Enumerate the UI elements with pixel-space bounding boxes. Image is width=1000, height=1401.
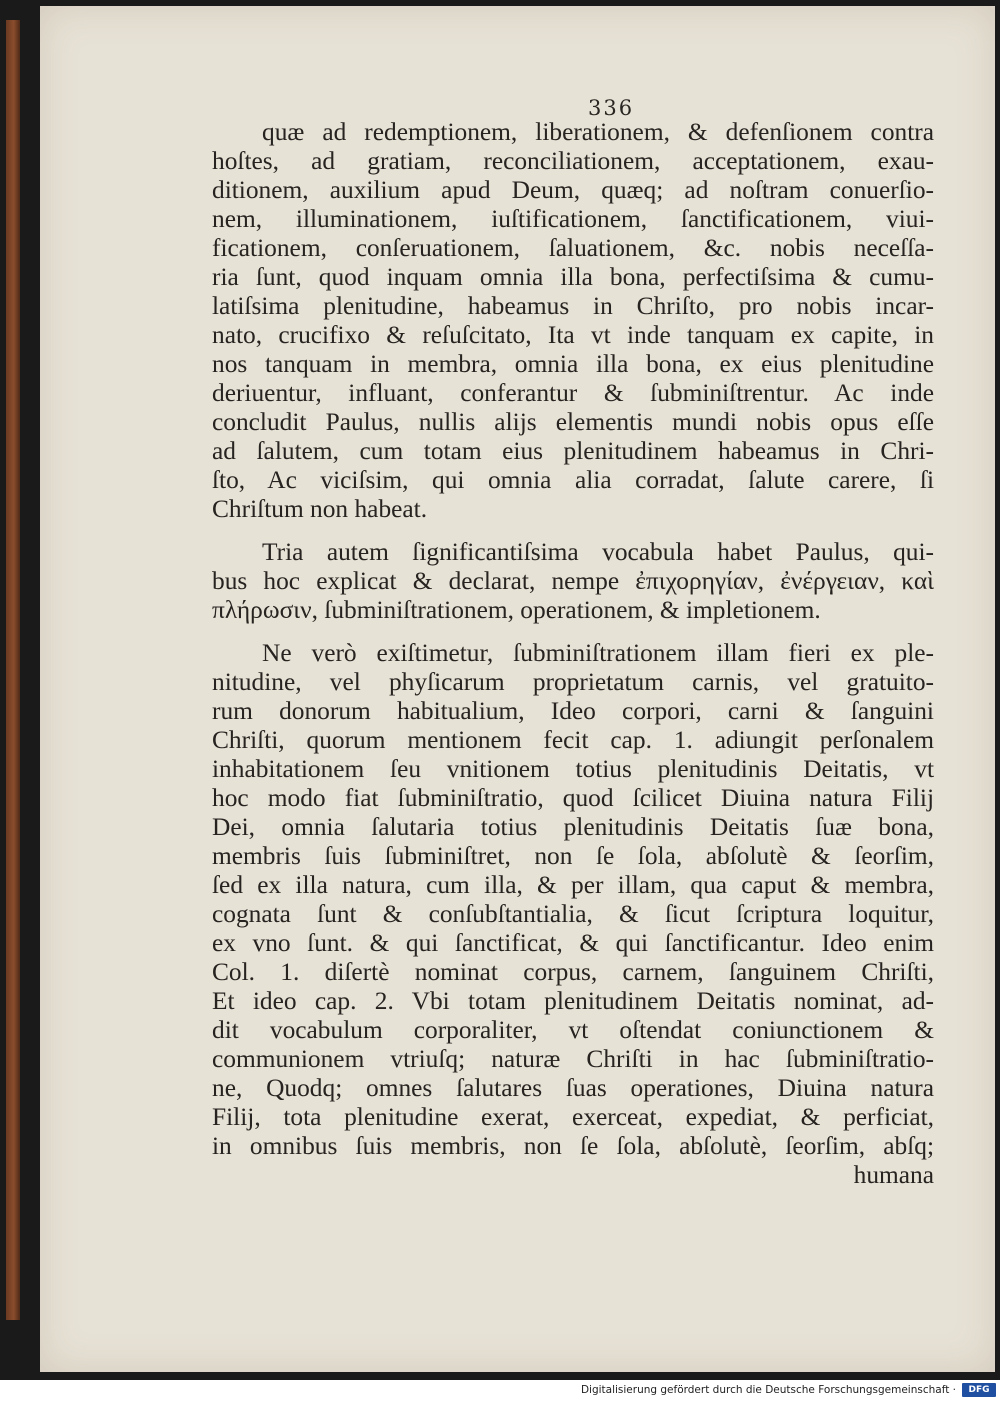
text-line: Filij, tota plenitudine exerat, exerceat, expediat, & perficiat, bbox=[212, 1103, 934, 1131]
text-line: ne, Quodq; omnes ſalutares ſuas operationes, Diuina natura bbox=[212, 1074, 934, 1102]
text-line: communionem vtriuſq; naturæ Chriſti in hac ſubminiſtratio- bbox=[212, 1045, 934, 1073]
text-line: ſed ex illa natura, cum illa, & per illam, qua caput & membra, bbox=[212, 871, 934, 899]
text-block bbox=[212, 118, 934, 1190]
text-line: ad ſalutem, cum totam eius plenitudinem habeamus in Chri- bbox=[212, 437, 934, 465]
text-line: membris ſuis ſubminiſtret, non ſe ſola, abſolutè & ſeorſim, bbox=[212, 842, 934, 870]
text-line: Chriſti, quorum mentionem fecit cap. 1. adiungit perſonalem bbox=[212, 726, 934, 754]
text-line: Ne verò exiſtimetur, ſubminiſtrationem illam fieri ex ple- bbox=[262, 639, 934, 667]
text-line: nato, crucifixo & reſuſcitato, Ita vt inde tanquam ex capite, in bbox=[212, 321, 934, 349]
text-line: Chriſtum non habeat. bbox=[212, 495, 428, 523]
dfg-logo-icon: DFG bbox=[962, 1383, 996, 1397]
text-line: Col. 1. diſertè nominat corpus, carnem, ſanguinem Chriſti, bbox=[212, 958, 934, 986]
text-line: nos tanquam in membra, omnia illa bona, ex eius plenitudine bbox=[212, 350, 934, 378]
text-line: ex vno ſunt. & qui ſanctificat, & qui ſanctificantur. Ideo enim bbox=[212, 929, 934, 957]
text-line: bus hoc explicat & declarat, nempe ἐπιχορηγίαν, ἐνέργειαν, καὶ bbox=[212, 567, 934, 595]
text-line: Tria autem ſignificantiſsima vocabula habet Paulus, qui- bbox=[262, 538, 934, 566]
paragraph-1 bbox=[212, 118, 934, 524]
text-line: dit vocabulum corporaliter, vt oſtendat coniunctionem & bbox=[212, 1016, 934, 1044]
text-line: in omnibus ſuis membris, non ſe ſola, abſolutè, ſeorſim, abſq; bbox=[212, 1132, 934, 1160]
text-line: Dei, omnia ſalutaria totius plenitudinis Deitatis ſuæ bona, bbox=[212, 813, 934, 841]
text-line: nem, illuminationem, iuſtificationem, ſanctificationem, viui- bbox=[212, 205, 934, 233]
text-line: deriuentur, influant, conferantur & ſubminiſtrentur. Ac inde bbox=[212, 379, 934, 407]
text-line: concludit Paulus, nullis alijs elementis mundi nobis opus eſſe bbox=[212, 408, 934, 436]
text-line: hoſtes, ad gratiam, reconciliationem, acceptationem, exau- bbox=[212, 147, 934, 175]
text-line: ſto, Ac viciſsim, qui omnia alia corradat, ſalute carere, ſi bbox=[212, 466, 934, 494]
page-number: 336 bbox=[588, 96, 635, 120]
text-line: hoc modo fiat ſubminiſtratio, quod ſcilicet Diuina natura Filij bbox=[212, 784, 934, 812]
text-line: πλήρωσιν, ſubminiſtrationem, operationem, & impletionem. bbox=[212, 596, 821, 624]
text-line: ditionem, auxilium apud Deum, quæq; ad noſtram conuerſio- bbox=[212, 176, 934, 204]
text-line: inhabitationem ſeu vnitionem totius plenitudinis Deitatis, vt bbox=[212, 755, 934, 783]
book-edge bbox=[6, 20, 20, 1320]
text-line: rum donorum habitualium, Ideo corpori, carni & ſanguini bbox=[212, 697, 934, 725]
text-line: cognata ſunt & conſubſtantialia, & ſicut ſcriptura loquitur, bbox=[212, 900, 934, 928]
catchword: humana bbox=[853, 1161, 934, 1189]
paragraph-3 bbox=[212, 639, 934, 1161]
footer-credit: Digitalisierung gefördert durch die Deutsche Forschungsgemeinschaft · bbox=[580, 1384, 956, 1396]
paragraph-2 bbox=[212, 538, 934, 625]
text-line: ficationem, conſeruationem, ſaluationem, &c. nobis neceſſa- bbox=[212, 234, 934, 262]
text-line: nitudine, vel phyſicarum proprietatum carnis, vel gratuito- bbox=[212, 668, 934, 696]
text-line: latiſsima plenitudine, habeamus in Chriſto, pro nobis incar- bbox=[212, 292, 934, 320]
text-line: ria ſunt, quod inquam omnia illa bona, perfectiſsima & cumu- bbox=[212, 263, 934, 291]
text-line: quæ ad redemptionem, liberationem, & defenſionem contra bbox=[262, 118, 934, 146]
text-line: Et ideo cap. 2. Vbi totam plenitudinem Deitatis nominat, ad- bbox=[212, 987, 934, 1015]
